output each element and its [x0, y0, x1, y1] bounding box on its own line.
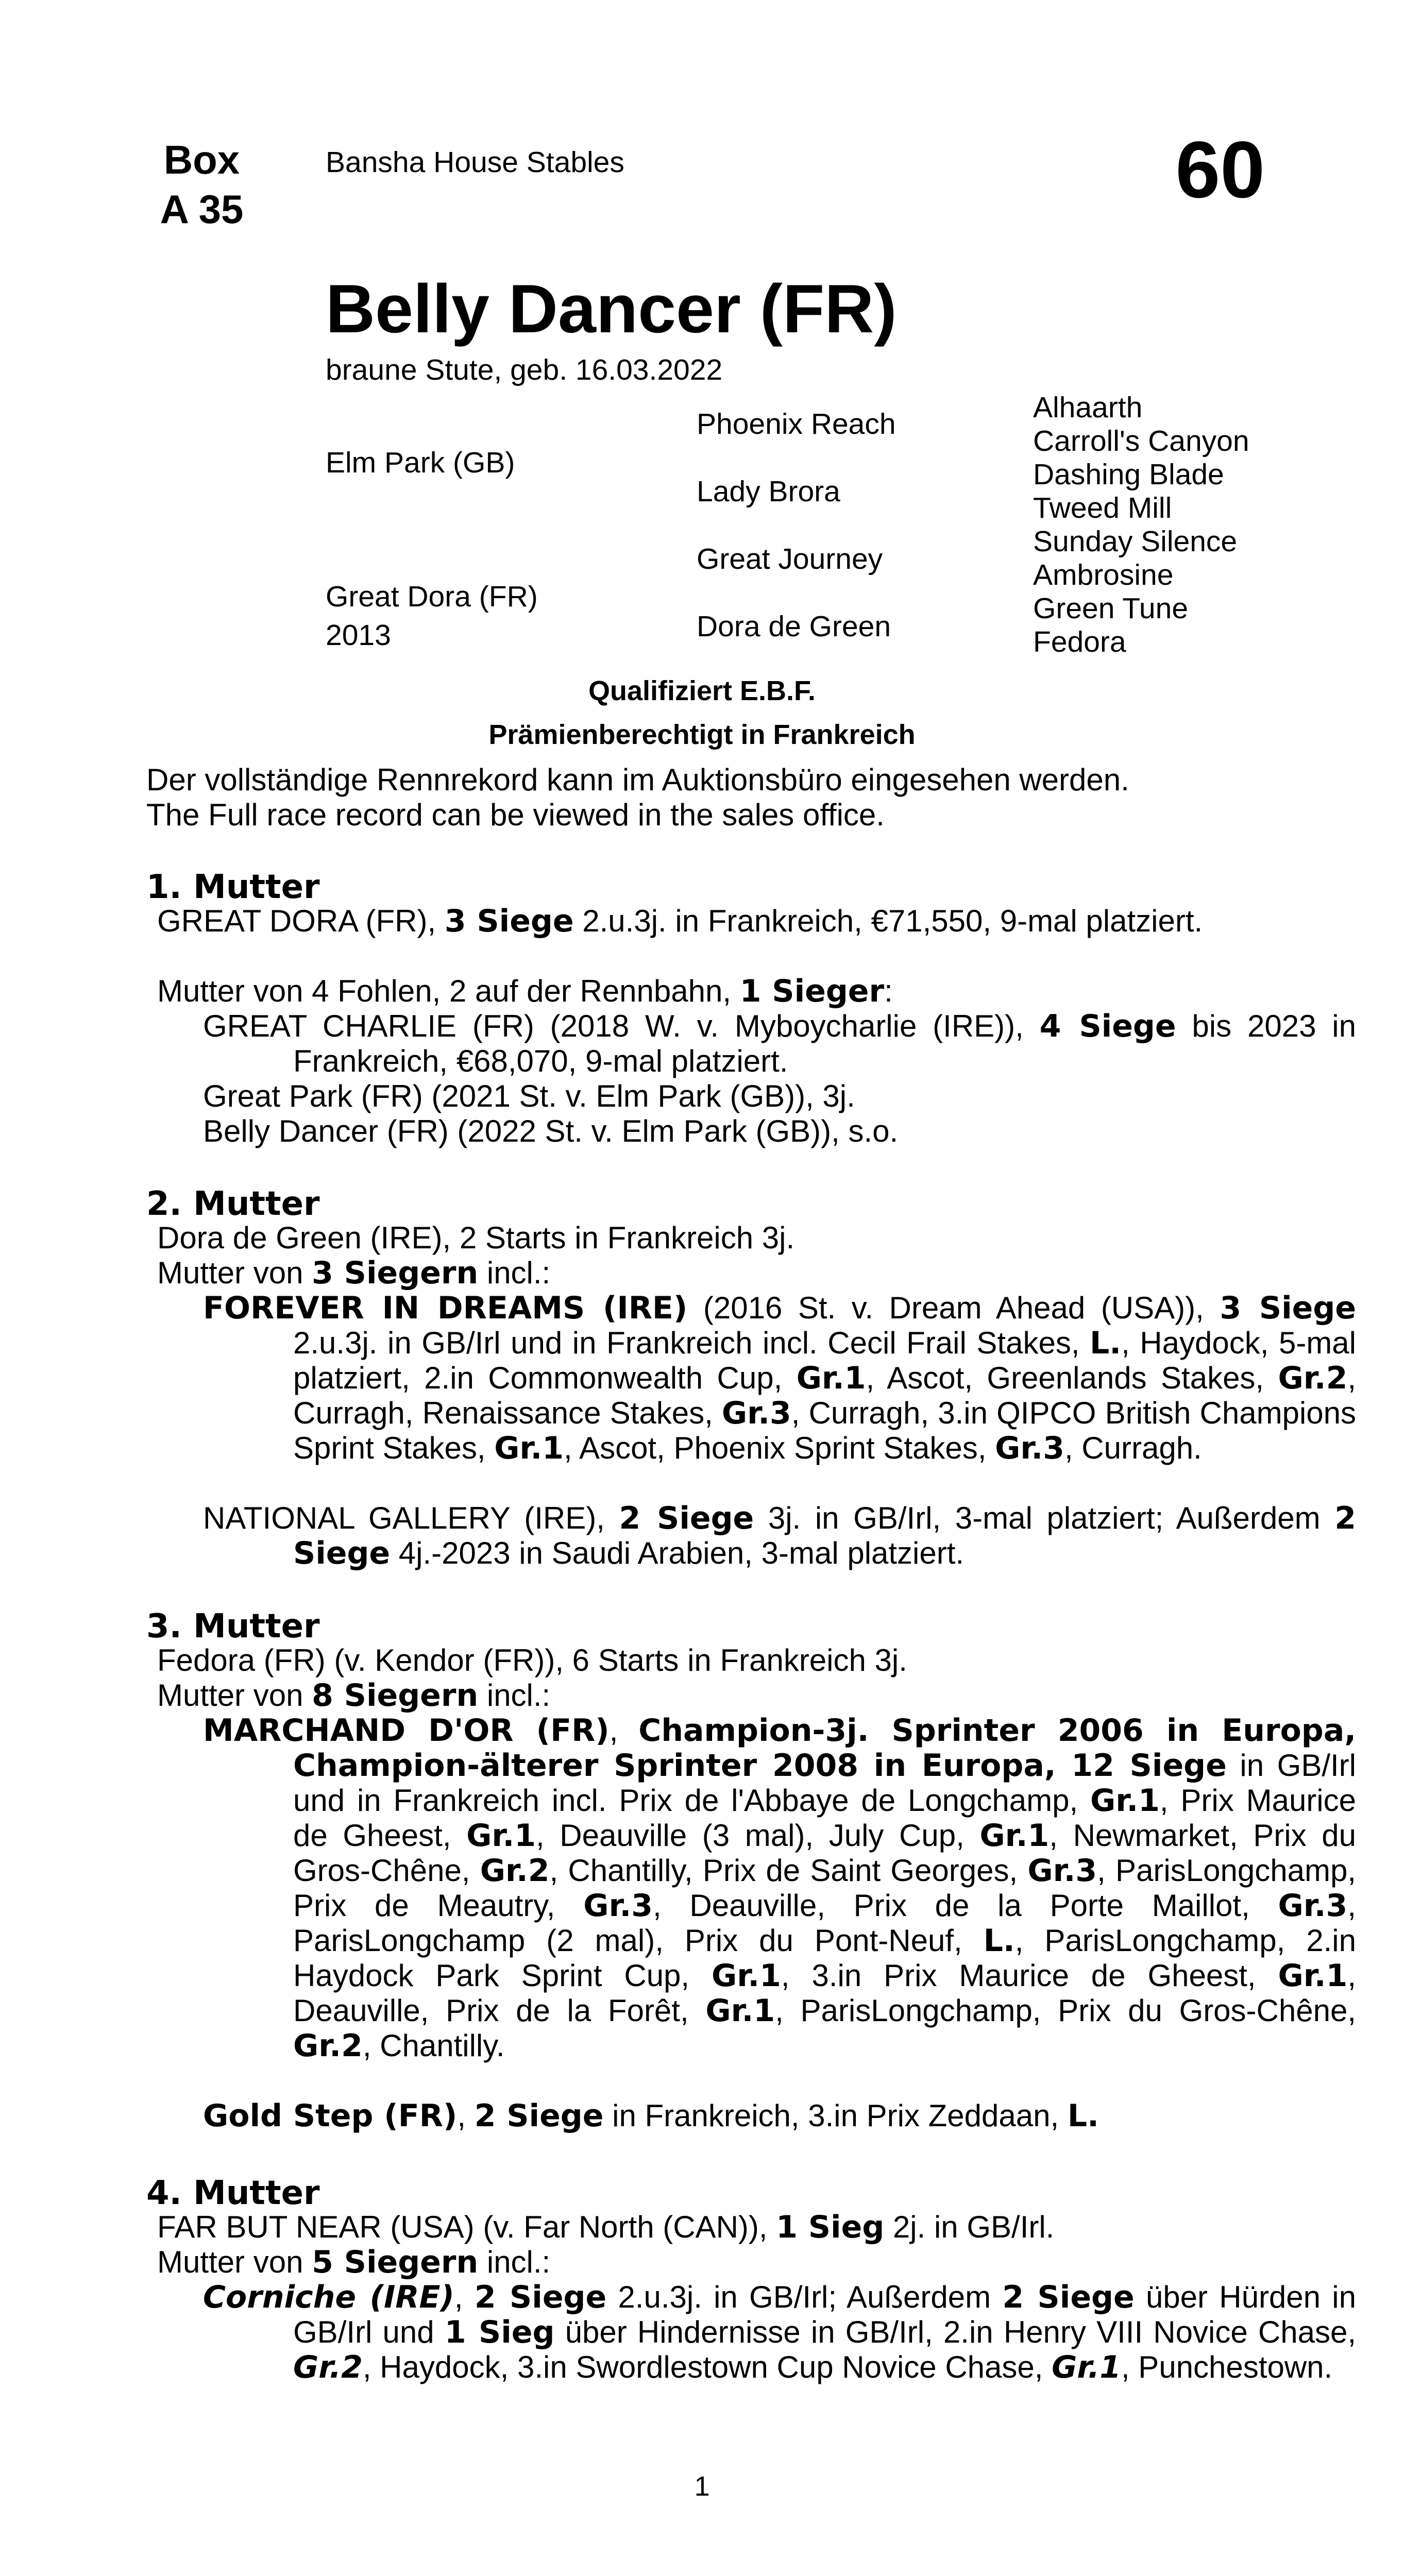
- owner-name: Bansha House Stables: [326, 146, 624, 179]
- horse-description: braune Stute, geb. 16.03.2022: [326, 353, 723, 386]
- page-number: 1: [694, 2471, 710, 2502]
- pedigree-grandparent: Dora de Green: [697, 610, 891, 643]
- qualification-note: Qualifiziert E.B.F.: [588, 675, 816, 706]
- record-note-german: Der vollständige Rennrekord kann im Auktionsbüro eingesehen werden.: [146, 762, 1129, 797]
- record-note-english: The Full race record can be viewed in the sales office.: [146, 798, 885, 832]
- pedigree-grandparent: Lady Brora: [697, 475, 840, 508]
- box-label: Box: [163, 137, 240, 182]
- dam-record: Fedora (FR) (v. Kendor (FR)), 6 Starts in Frankreich 3j.: [157, 1643, 907, 1677]
- pedigree-great-grandparent: Alhaarth: [1033, 391, 1143, 424]
- pedigree-dam: Great Dora (FR): [326, 580, 538, 613]
- pedigree-great-grandparent: Tweed Mill: [1033, 492, 1172, 524]
- pedigree-great-grandparent: Green Tune: [1033, 592, 1189, 625]
- pedigree-great-grandparent: Carroll's Canyon: [1033, 425, 1249, 457]
- pedigree-sire: Elm Park (GB): [326, 446, 515, 479]
- pedigree-great-grandparent: Sunday Silence: [1033, 525, 1238, 558]
- box-number: A 35: [160, 187, 244, 232]
- section-heading: 2. Mutter: [146, 1185, 320, 1223]
- offspring-entry: Great Park (FR) (2021 St. v. Elm Park (GB)), 3j.: [203, 1079, 855, 1113]
- section-heading: 1. Mutter: [146, 868, 320, 906]
- premium-note: Prämienberechtigt in Frankreich: [488, 719, 916, 750]
- pedigree-great-grandparent: Fedora: [1033, 625, 1126, 658]
- pedigree-grandparent: Great Journey: [697, 543, 883, 575]
- produce-summary: Mutter von 8 Siegern incl.:: [157, 1677, 551, 1714]
- dam-record: GREAT DORA (FR), 3 Siege 2.u.3j. in Frankreich, €71,550, 9-mal platziert.: [157, 903, 1203, 939]
- pedigree-grandparent: Phoenix Reach: [697, 408, 896, 440]
- box-label-block: [146, 135, 257, 234]
- offspring-entry: Belly Dancer (FR) (2022 St. v. Elm Park (GB)), s.o.: [203, 1114, 899, 1148]
- section-heading: 3. Mutter: [146, 1607, 320, 1646]
- lot-number: 60: [1175, 125, 1265, 215]
- offspring-entry: NATIONAL GALLERY (IRE), 2 Siege 3j. in GB/Irl, 3-mal platziert; Außerdem 2 Siege 4j.-2023 in Saudi Arabien, 3-mal platziert.: [203, 1500, 1356, 1571]
- pedigree-great-grandparent: Ambrosine: [1033, 558, 1174, 591]
- produce-summary: Mutter von 3 Siegern incl.:: [157, 1255, 551, 1291]
- produce-summary: Mutter von 4 Fohlen, 2 auf der Rennbahn, 1 Sieger:: [157, 973, 893, 1009]
- pedigree-great-grandparent: Dashing Blade: [1033, 458, 1224, 491]
- offspring-entry: GREAT CHARLIE (FR) (2018 W. v. Myboycharlie (IRE)), 4 Siege bis 2023 in Frankreich, €68,070, 9-mal platziert.: [203, 1008, 1356, 1078]
- horse-name: Belly Dancer (FR): [326, 271, 897, 347]
- offspring-entry: Corniche (IRE), 2 Siege 2.u.3j. in GB/Irl; Außerdem 2 Siege über Hürden in GB/Irl und 1 Sieg über Hindernisse in GB/Irl, 2.in Henry VIII Novice Chase, Gr.2, Haydock, 3.in Swordlestown Cup Novice Chase, Gr.1, Punchestown.: [203, 2279, 1356, 2385]
- dam-record: Dora de Green (IRE), 2 Starts in Frankreich 3j.: [157, 1221, 795, 1255]
- produce-summary: Mutter von 5 Siegern incl.:: [157, 2244, 551, 2280]
- section-heading: 4. Mutter: [146, 2174, 320, 2212]
- offspring-entry: Gold Step (FR), 2 Siege in Frankreich, 3.in Prix Zeddaan, L.: [203, 2098, 1099, 2134]
- dam-record: FAR BUT NEAR (USA) (v. Far North (CAN)), 1 Sieg 2j. in GB/Irl.: [157, 2209, 1055, 2245]
- offspring-entry: FOREVER IN DREAMS (IRE) (2016 St. v. Dream Ahead (USA)), 3 Siege 2.u.3j. in GB/Irl und in Frankreich incl. Cecil Frail Stakes, L., Haydock, 5-mal platziert, 2.in Commonwealth Cup, Gr.1, Ascot, Greenlands Stakes, Gr.2, Curragh, Renaissance Stakes, Gr.3, Curragh, 3.in QIPCO British Champions Sprint Stakes, Gr.1, Ascot, Phoenix Sprint Stakes, Gr.3, Curragh.: [203, 1290, 1357, 1466]
- pedigree-dam-year: 2013: [326, 619, 391, 652]
- offspring-entry: MARCHAND D'OR (FR), Champion-3j. Sprinter 2006 in Europa, Champion-älterer Sprinter 2008 in Europa, 12 Siege in GB/Irl und in Frankreich incl. Prix de l'Abbaye de Longchamp, Gr.1, Prix Maurice de Gheest, Gr.1, Deauville (3 mal), July Cup, Gr.1, Newmarket, Prix du Gros-Chêne, Gr.2, Chantilly, Prix de Saint Georges, Gr.3, ParisLongchamp, Prix de Meautry, Gr.3, Deauville, Prix de la Porte Maillot, Gr.3, ParisLongchamp (2 mal), Prix du Pont-Neuf, L., ParisLongchamp, 2.in Haydock Park Sprint Cup, Gr.1, 3.in Prix Maurice de Gheest, Gr.1, Deauville, Prix de la Forêt, Gr.1, ParisLongchamp, Prix du Gros-Chêne, Gr.2, Chantilly.: [203, 1713, 1357, 2064]
